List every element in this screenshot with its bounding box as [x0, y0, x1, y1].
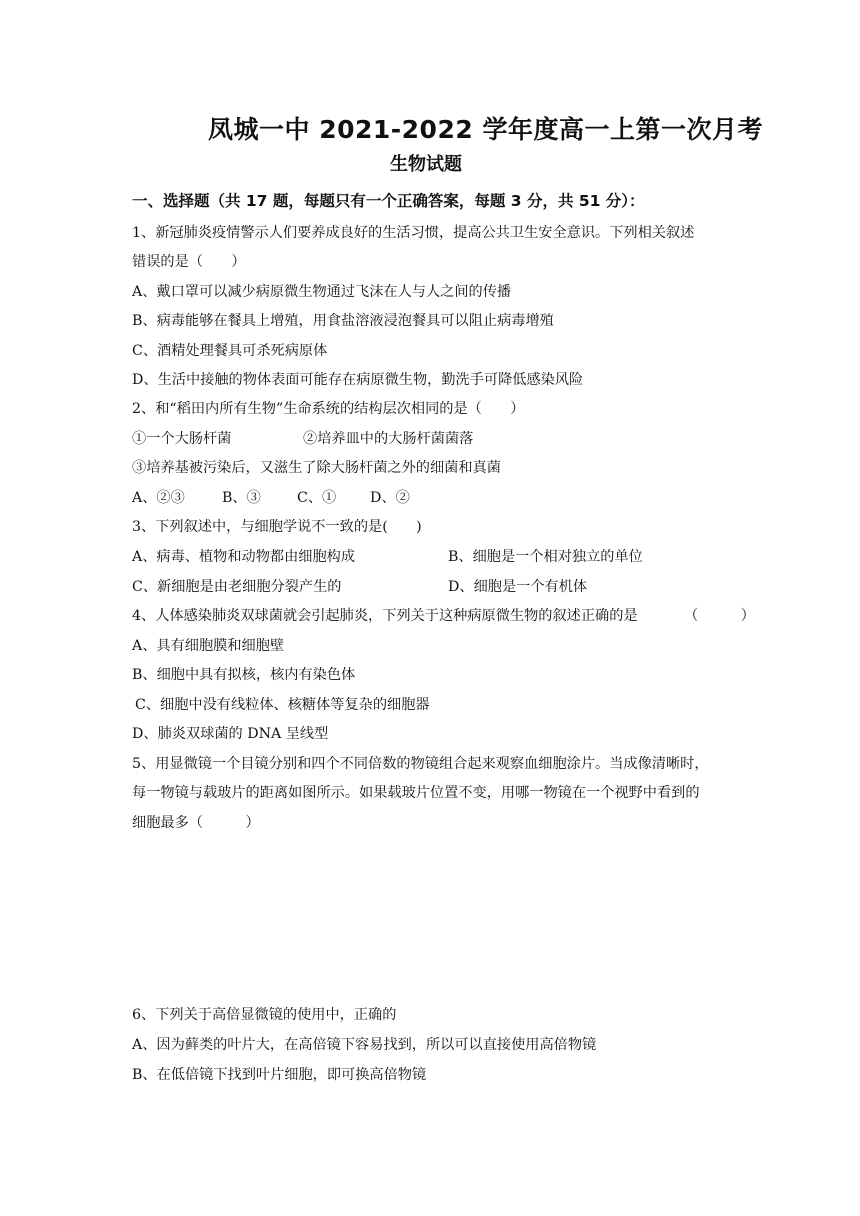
q2-option-a: A、②③	[132, 490, 185, 506]
q5-stem-line-1: 5、用显微镜一个目镜分别和四个不同倍数的物镜组合起来观察血细胞涂片。当成像清晰时，	[132, 756, 709, 772]
q1-option-d: D、生活中接触的物体表面可能存在病原微生物，勤洗手可降低感染风险	[132, 372, 584, 388]
q2-option-c: C、①	[297, 490, 337, 506]
q2-option-d: D、②	[370, 490, 410, 506]
q4-option-c: C、细胞中没有线粒体、核糖体等复杂的细胞器	[135, 697, 430, 713]
q5-stem-line-2: 每一物镜与载玻片的距离如图所示。如果载玻片位置不变，用哪一物镜在一个视野中看到的	[132, 785, 700, 801]
q6-option-b: B、在低倍镜下找到叶片细胞，即可换高倍物镜	[132, 1067, 427, 1083]
q4-option-a: A、具有细胞膜和细胞壁	[132, 638, 285, 654]
figure-blank-area	[132, 840, 732, 990]
q4-stem: 4、人体感染肺炎双球菌就会引起肺炎，下列关于这种病原微生物的叙述正确的是	[132, 608, 638, 624]
q1-option-a: A、戴口罩可以减少病原微生物通过飞沫在人与人之间的传播	[132, 284, 512, 300]
q3-option-c: C、新细胞是由老细胞分裂产生的	[132, 579, 342, 595]
q1-option-b: B、病毒能够在餐具上增殖，用食盐溶液浸泡餐具可以阻止病毒增殖	[132, 313, 554, 329]
q2-item-3: ③培养基被污染后，又滋生了除大肠杆菌之外的细菌和真菌	[132, 460, 501, 476]
q5-stem-line-3: 细胞最多（ ）	[132, 815, 260, 831]
q1-option-c: C、酒精处理餐具可杀死病原体	[132, 343, 328, 359]
q6-stem: 6、下列关于高倍显微镜的使用中，正确的	[132, 1007, 397, 1023]
exam-subtitle: 生物试题	[390, 154, 462, 175]
q6-option-a: A、因为藓类的叶片大，在高倍镜下容易找到，所以可以直接使用高倍物镜	[132, 1037, 597, 1053]
exam-title: 凤城一中 2021-2022 学年度高一上第一次月考	[208, 115, 763, 144]
q2-item-1: ①一个大肠杆菌	[132, 431, 232, 447]
q3-option-b: B、细胞是一个相对独立的单位	[448, 549, 643, 565]
q3-stem: 3、下列叙述中，与细胞学说不一致的是( )	[132, 519, 422, 535]
q2-option-b: B、③	[222, 490, 261, 506]
q2-stem: 2、和“稻田内所有生物”生命系统的结构层次相同的是（ ）	[132, 401, 525, 417]
q3-option-a: A、病毒、植物和动物都由细胞构成	[132, 549, 356, 565]
q2-item-2: ②培养皿中的大肠杆菌菌落	[303, 431, 474, 447]
q4-answer-bracket: （ ）	[684, 608, 755, 624]
q3-option-d: D、细胞是一个有机体	[448, 579, 588, 595]
q4-option-b: B、细胞中具有拟核，核内有染色体	[132, 667, 356, 683]
q4-option-d: D、肺炎双球菌的 DNA 呈线型	[132, 726, 329, 742]
q1-stem-line-2: 错误的是（ ）	[132, 254, 246, 270]
section-heading: 一、选择题（共 17 题，每题只有一个正确答案，每题 3 分，共 51 分）：	[132, 192, 645, 210]
q1-stem-line-1: 1、新冠肺炎疫情警示人们要养成良好的生活习惯，提高公共卫生安全意识。下列相关叙述	[132, 225, 695, 241]
